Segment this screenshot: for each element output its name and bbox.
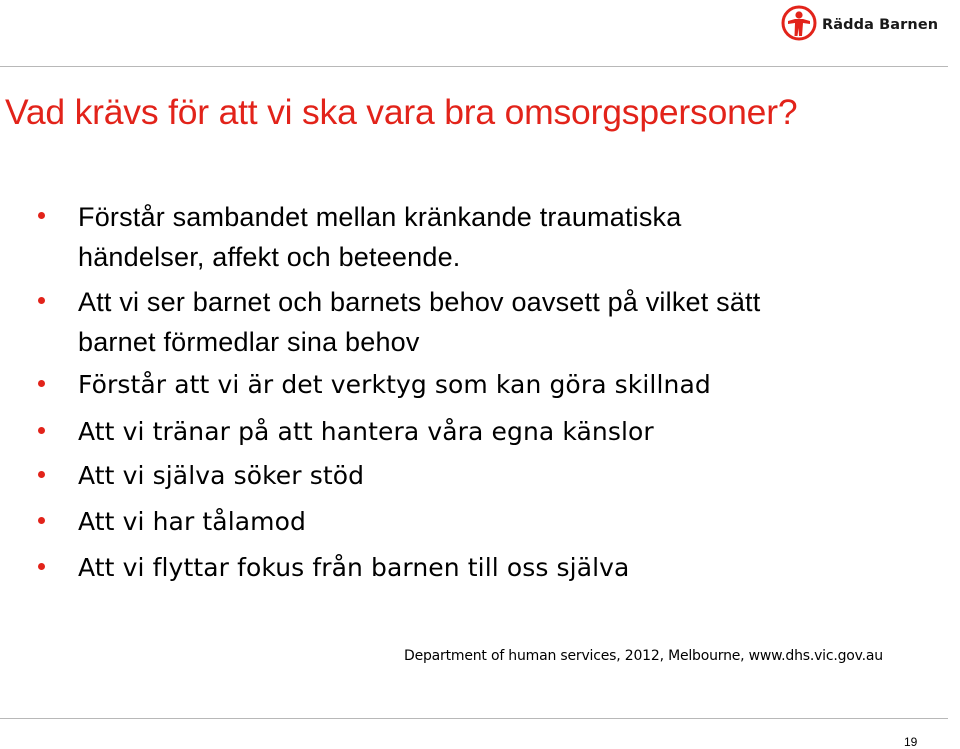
page-number: 19 (904, 735, 918, 749)
bullet-item (78, 197, 938, 277)
bullet-text-line: Att vi flyttar fokus från barnen till oss själva (78, 553, 630, 582)
bullet-text-line: Att vi tränar på att hantera våra egna känslor (78, 417, 654, 446)
bullet-text-line: Att vi ser barnet och barnets behov oavsett på vilket sätt (78, 287, 761, 317)
bullet-text-line: Att vi har tålamod (78, 507, 306, 536)
bullet-dot-icon (38, 517, 45, 524)
top-divider (0, 66, 948, 67)
bullet-item (78, 412, 938, 452)
bullet-dot-icon (38, 427, 45, 434)
bullet-item (78, 502, 938, 542)
logo-text: Rädda Barnen (822, 16, 939, 33)
bullet-item (78, 548, 938, 588)
bullet-text-line: Förstår att vi är det verktyg som kan göra skillnad (78, 370, 711, 399)
bullet-dot-icon (38, 563, 45, 570)
logo (781, 5, 938, 41)
bullet-item (78, 282, 938, 362)
bottom-divider (0, 718, 948, 719)
bullet-text-line: händelser, affekt och beteende. (78, 242, 461, 272)
bullet-dot-icon (38, 471, 45, 478)
bullet-item (78, 456, 938, 496)
bullet-text-line: Förstår sambandet mellan kränkande traumatiska (78, 202, 682, 232)
slide-title: Vad krävs för att vi ska vara bra omsorgspersoner? (5, 92, 798, 132)
source-citation: Department of human services, 2012, Melbourne, www.dhs.vic.gov.au (404, 648, 883, 664)
bullet-item (78, 365, 938, 405)
bullet-dot-icon (38, 212, 45, 219)
radda-barnen-logo-icon (781, 5, 817, 41)
bullet-text-line: barnet förmedlar sina behov (78, 327, 420, 357)
bullet-dot-icon (38, 297, 45, 304)
bullet-text-line: Att vi själva söker stöd (78, 461, 365, 490)
bullet-dot-icon (38, 380, 45, 387)
